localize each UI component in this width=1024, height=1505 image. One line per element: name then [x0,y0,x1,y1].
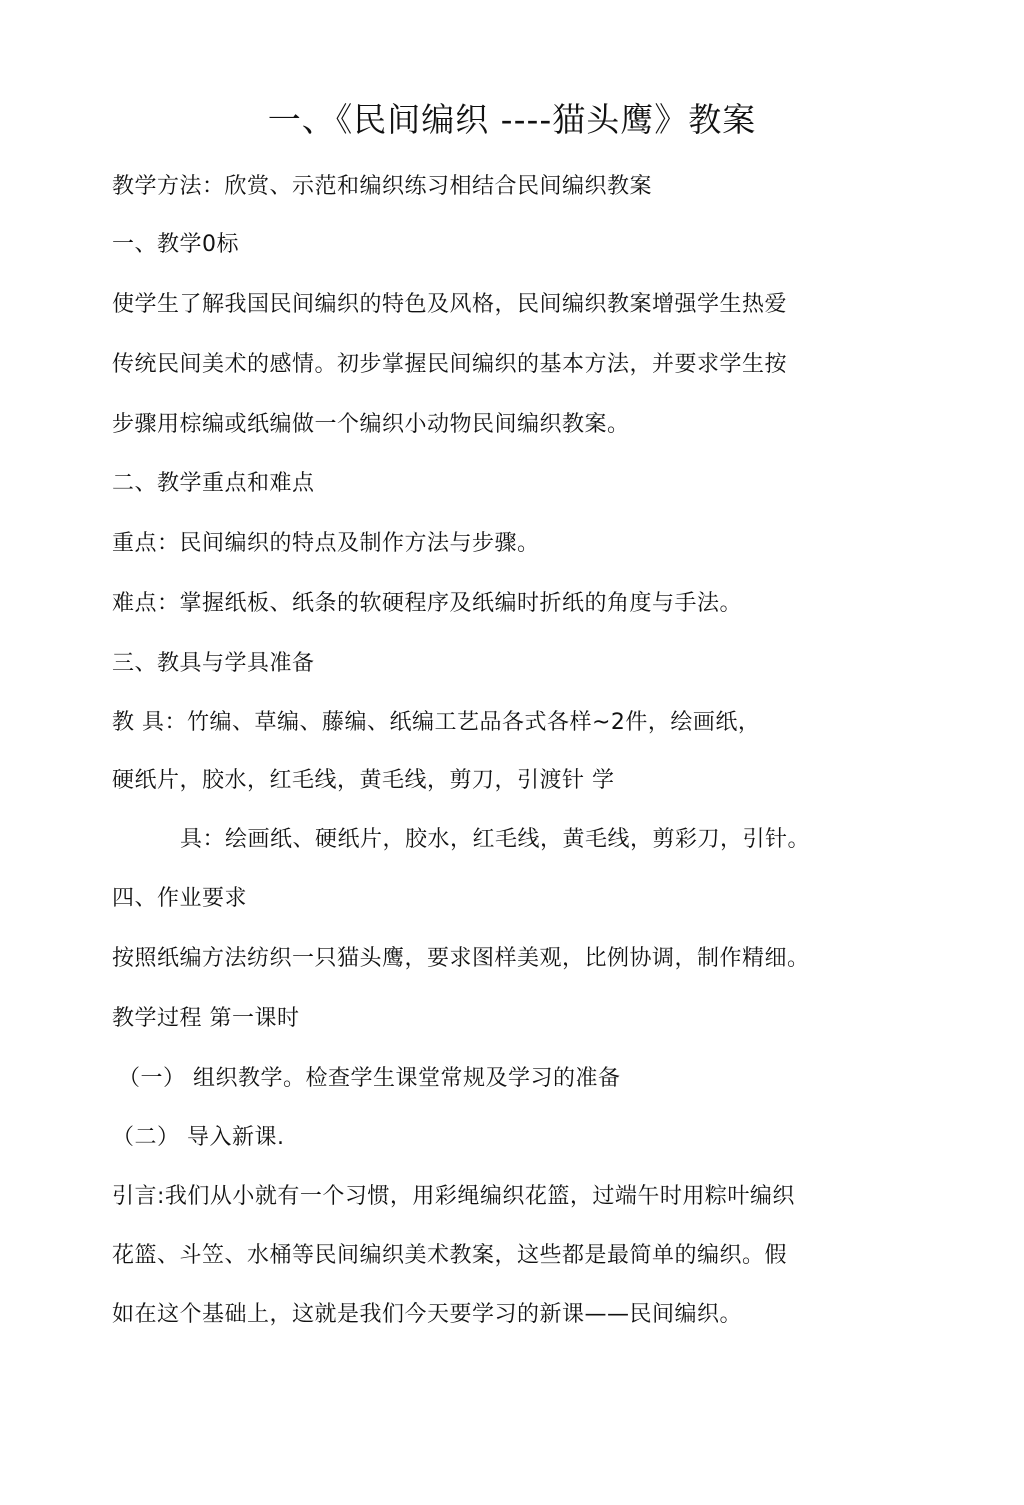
text-line: 花篮、斗笠、水桶等民间编织美术教案，这些都是最简单的编织。假 [112,1243,788,1268]
text-line-teaching-aids: 教 具：竹编、草编、藤编、纸编工艺品各式各样~2件，绘画纸， [112,710,761,735]
text-line: 使学生了解我国民间编织的特色及风格，民间编织教案增强学生热爱 [112,292,788,317]
section-heading-homework: 四、作业要求 [112,886,248,911]
text-line-step-two: （二） 导入新课. [112,1125,285,1150]
section-heading-objectives: 一、教学0标 [112,232,239,257]
text-line-homework: 按照纸编方法纺织一只猫头鹰，要求图样美观，比例协调，制作精细。 [112,946,810,971]
text-line-introduction: 引言:我们从小就有一个习惯，用彩绳编织花篮，过端午时用粽叶编织 [112,1184,795,1209]
text-line: 硬纸片，胶水，红毛线，黄毛线，剪刀，引渡针 学 [112,768,615,793]
text-line-step-one: （一） 组织教学。检查学生课堂常规及学习的准备 [118,1066,621,1091]
section-heading-process: 教学过程 第一课时 [112,1006,300,1031]
text-line-teaching-method: 教学方法：欣赏、示范和编织练习相结合民间编织教案 [112,174,653,199]
text-line-key-point: 重点：民间编织的特点及制作方法与步骤。 [112,531,540,556]
section-heading-materials: 三、教具与学具准备 [112,651,315,676]
text-line-difficulty: 难点：掌握纸板、纸条的软硬程序及纸编时折纸的角度与手法。 [112,591,743,616]
document-title: 一、《民间编织 ----猫头鹰》教案 [267,100,757,139]
text-line: 如在这个基础上，这就是我们今天要学习的新课——民间编织。 [112,1302,743,1327]
text-line-student-tools: 具：绘画纸、硬纸片，胶水，红毛线，黄毛线，剪彩刀，引针。 [180,827,811,852]
section-heading-key-points: 二、教学重点和难点 [112,471,315,496]
text-line: 传统民间美术的感情。初步掌握民间编织的基本方法，并要求学生按 [112,352,788,377]
text-line: 步骤用棕编或纸编做一个编织小动物民间编织教案。 [112,412,630,437]
